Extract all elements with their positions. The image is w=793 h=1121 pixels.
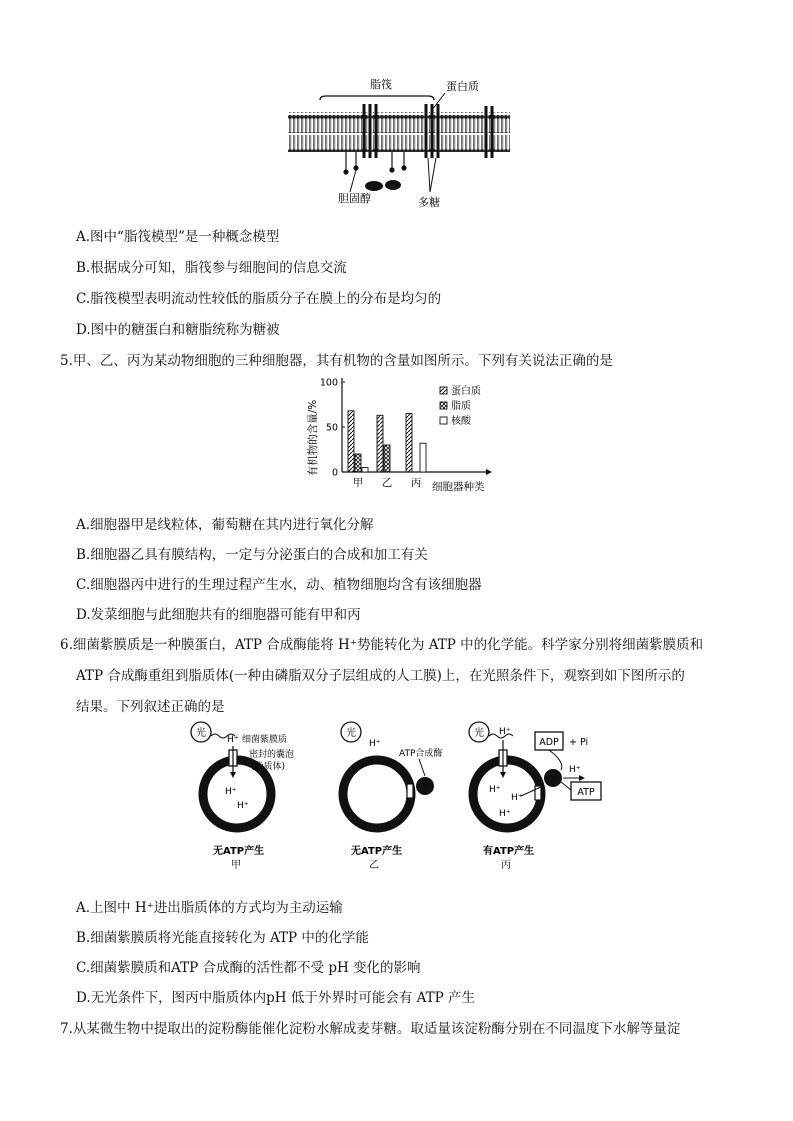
legend-label: 脂质 bbox=[451, 401, 471, 412]
svg-text:H⁺: H⁺ bbox=[499, 727, 511, 737]
q6-option-c: C.细菌紫膜质和ATP 合成酶的活性都不受 pH 变化的影响 bbox=[76, 960, 421, 976]
y-tick-label: 100 bbox=[319, 377, 338, 389]
pi-label: + Pi bbox=[569, 737, 589, 748]
svg-text:H⁺: H⁺ bbox=[511, 793, 523, 803]
legend-label: 核酸 bbox=[451, 416, 471, 427]
q4-option-a: A.图中“脂筏模型”是一种概念模型 bbox=[76, 229, 280, 245]
q6-option-a: A.上图中 H⁺进出脂质体的方式均为主动运输 bbox=[76, 900, 343, 916]
y-axis-label: 有机物的含量/% bbox=[307, 399, 319, 477]
adp-label: ADP bbox=[539, 737, 559, 748]
organelle-bar-chart bbox=[300, 372, 500, 496]
name-c: 丙 bbox=[501, 860, 511, 871]
liposome-c bbox=[469, 722, 601, 871]
atp-synthase bbox=[416, 777, 434, 795]
q6-option-d: D.无光条件下，图丙中脂质体内pH 低于外界时可能会有 ATP 产生 bbox=[76, 990, 476, 1006]
atp-label: ATP bbox=[577, 787, 595, 798]
caption-b: 无ATP产生 bbox=[351, 846, 403, 857]
q6-stem-line-1: 6.细菌紫膜质是一种膜蛋白，ATP 合成酶能将 H⁺势能转化为 ATP 中的化学能。科学家分别将细菌紫膜质和 bbox=[60, 637, 704, 653]
svg-text:H⁺: H⁺ bbox=[489, 785, 501, 795]
h-plus-label: H⁺ bbox=[227, 735, 239, 745]
bar-蛋白质-乙 bbox=[377, 415, 383, 472]
cholesterol-label: 胆固醇 bbox=[338, 192, 371, 205]
q6-stem-line-2: ATP 合成酶重组到脂质体(一种由磷脂双分子层组成的人工膜)上，在光照条件下，观察到如下图所示的 bbox=[76, 668, 685, 684]
svg-text:光: 光 bbox=[474, 728, 484, 739]
polysaccharide-label: 多糖 bbox=[418, 196, 440, 209]
q5-option-c: C.细胞器丙中进行的生理过程产生水，动、植物细胞均含有该细胞器 bbox=[76, 577, 482, 593]
q5-option-d: D.发菜细胞与此细胞共有的细胞器可能有甲和丙 bbox=[76, 607, 361, 623]
q4-option-c: C.脂筏模型表明流动性较低的脂质分子在膜上的分布是均匀的 bbox=[76, 291, 442, 307]
svg-text:光: 光 bbox=[346, 728, 356, 739]
legend-swatch bbox=[440, 402, 447, 409]
q7-stem: 7.从某微生物中提取出的淀粉酶能催化淀粉水解成麦芽糖。取适量该淀粉酶分别在不同温度下水解等量淀 bbox=[60, 1021, 681, 1037]
sealed-vesicle-label: 密封的囊泡 bbox=[249, 750, 295, 760]
q4-option-b: B.根据成分可知，脂筏参与细胞间的信息交流 bbox=[76, 260, 347, 276]
q5-option-a: A.细胞器甲是线粒体，葡萄糖在其内进行氧化分解 bbox=[76, 517, 374, 533]
bar-核酸-甲 bbox=[362, 468, 368, 473]
liposome-figure bbox=[185, 716, 615, 884]
caption-c: 有ATP产生 bbox=[483, 846, 535, 857]
bar-蛋白质-甲 bbox=[348, 411, 354, 472]
y-tick-label: 0 bbox=[331, 467, 338, 479]
protein-label: 蛋白质 bbox=[446, 80, 479, 93]
lipid-raft-figure bbox=[280, 74, 520, 210]
x-category-label: 甲 bbox=[352, 477, 364, 489]
name-a: 甲 bbox=[231, 860, 241, 871]
x-axis-label: 细胞器种类 bbox=[432, 481, 485, 493]
legend-swatch bbox=[440, 387, 447, 394]
bar-脂质-乙 bbox=[384, 445, 390, 472]
cholesterol-blob bbox=[365, 181, 383, 191]
svg-text:H⁺: H⁺ bbox=[237, 801, 249, 811]
inner-leaflet bbox=[288, 132, 510, 152]
caption-a: 无ATP产生 bbox=[213, 846, 265, 857]
svg-text:H⁺: H⁺ bbox=[369, 739, 381, 749]
bar-蛋白质-丙 bbox=[406, 414, 412, 473]
outer-leaflet bbox=[288, 112, 510, 132]
atp-synthase-label: ATP合成酶 bbox=[399, 749, 443, 759]
liposome-b bbox=[341, 722, 442, 871]
q4-option-d: D.图中的糖蛋白和糖脂统称为糖被 bbox=[76, 322, 280, 338]
light-label: 光 bbox=[196, 728, 206, 739]
q5-option-b: B.细胞器乙具有膜结构，一定与分泌蛋白的合成和加工有关 bbox=[76, 547, 428, 563]
raft-label: 脂筏 bbox=[370, 78, 392, 91]
y-tick-label: 50 bbox=[325, 422, 338, 434]
liposome-label: (脂质体) bbox=[251, 762, 286, 772]
raft-bracket bbox=[320, 96, 434, 100]
svg-text:H⁺: H⁺ bbox=[499, 809, 511, 819]
bacteriorhodopsin-label: 细菌紫膜质 bbox=[242, 735, 288, 745]
liposome-a bbox=[191, 722, 294, 871]
x-category-label: 乙 bbox=[381, 477, 393, 489]
svg-text:H⁺: H⁺ bbox=[225, 787, 237, 797]
svg-text:H⁺: H⁺ bbox=[569, 765, 581, 775]
legend-swatch bbox=[440, 417, 447, 424]
q6-option-b: B.细菌紫膜质将光能直接转化为 ATP 中的化学能 bbox=[76, 930, 369, 946]
q6-stem-line-3: 结果。下列叙述正确的是 bbox=[76, 699, 225, 715]
q5-stem: 5.甲、乙、丙为某动物细胞的三种细胞器，其有机物的含量如图所示。下列有关说法正确的是 bbox=[60, 353, 613, 369]
bar-核酸-丙 bbox=[420, 443, 426, 472]
name-b: 乙 bbox=[369, 860, 379, 871]
x-category-label: 丙 bbox=[410, 477, 422, 489]
legend-label: 蛋白质 bbox=[451, 386, 481, 397]
bar-脂质-甲 bbox=[355, 454, 361, 472]
